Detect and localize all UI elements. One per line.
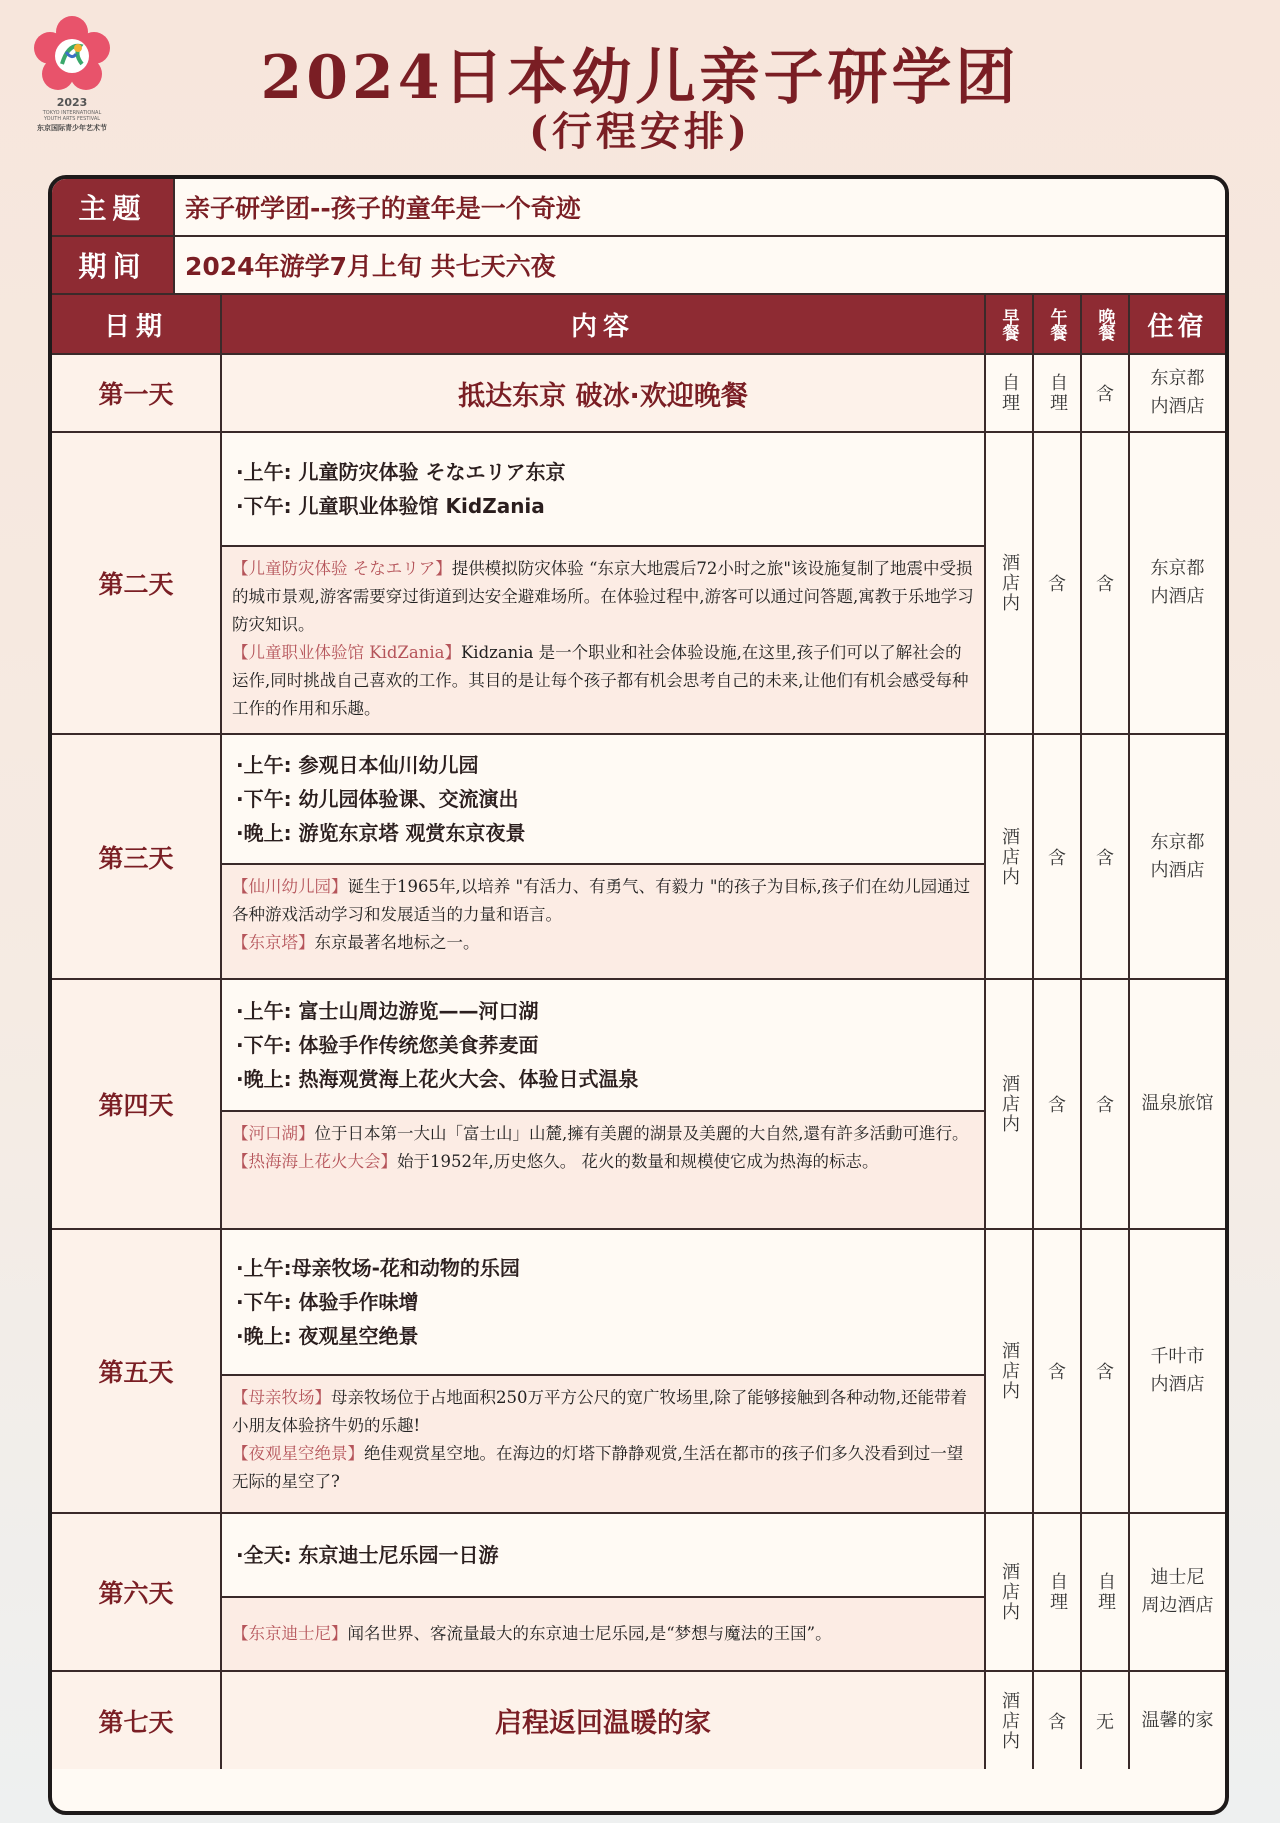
theme-label: 主题 [52, 179, 175, 235]
breakfast-cell: 酒店内 [986, 980, 1034, 1228]
breakfast-cell: 酒店内 [986, 1514, 1034, 1670]
day-content [222, 735, 986, 978]
lunch-cell: 含 [1034, 433, 1082, 733]
page-subtitle: (行程安排) [529, 108, 751, 155]
desc-text: 提供模拟防灾体验 “东京大地震后72小时之旅"该设施复制了地震中受损的城市景观,游客需要穿过街道到达安全避难场所。在体验过程中,游客可以通过问答题,寓教于乐地学习防灾知识。 [232, 559, 974, 634]
col-date: 日期 [52, 295, 222, 353]
day-content [222, 1230, 986, 1512]
day-name: 第一天 [52, 355, 222, 431]
itinerary-table [48, 175, 1229, 1815]
day-name: 第五天 [52, 1230, 222, 1512]
stay-cell: 迪士尼 周边酒店 [1130, 1514, 1225, 1670]
col-lunch: 午餐 [1034, 295, 1082, 353]
day-summary: 抵达东京 破冰·欢迎晚餐 [222, 355, 986, 431]
desc-text: 位于日本第一大山「富士山」山麓,擁有美麗的湖景及美麗的大自然,還有許多活動可進行。 [314, 1124, 969, 1143]
desc-text: 母亲牧场位于占地面积250万平方公尺的宽广牧场里,除了能够接触到各种动物,还能带着小朋友体验挤牛奶的乐趣! [232, 1388, 967, 1435]
dinner-cell: 含 [1082, 1230, 1130, 1512]
dinner-cell: 含 [1082, 433, 1130, 733]
day-row-1 [52, 355, 1225, 433]
day-name: 第六天 [52, 1514, 222, 1670]
day-row-4 [52, 980, 1225, 1230]
logo-year: 2023 [56, 96, 88, 109]
schedule-item: ·下午: 体验手作味增 [236, 1290, 419, 1314]
col-breakfast: 早餐 [986, 295, 1034, 353]
day-row-5 [52, 1230, 1225, 1514]
period-row [52, 237, 1225, 295]
day-content [222, 1514, 986, 1670]
dinner-cell: 自理 [1082, 1514, 1130, 1670]
desc-text: 绝佳观赏星空地。在海边的灯塔下静静观赏,生活在都市的孩子们多久没看到过一望无际的星空了? [232, 1444, 964, 1491]
breakfast-cell: 酒店内 [986, 1672, 1034, 1769]
desc-text: 东京最著名地标之一。 [314, 933, 480, 952]
col-stay: 住宿 [1147, 311, 1208, 342]
day-name: 第二天 [52, 433, 222, 733]
day-description [222, 1376, 984, 1512]
col-dinner: 晚餐 [1082, 295, 1130, 353]
schedule-items [222, 735, 984, 865]
logo-line-1: TOKYO INTERNATIONAL YOUTH ARTS FESTIVAL [42, 110, 102, 122]
lunch-cell: 自理 [1034, 355, 1082, 431]
schedule-item: ·全天: 东京迪士尼乐园一日游 [236, 1543, 499, 1567]
schedule-items [222, 980, 984, 1112]
breakfast-cell: 自理 [986, 355, 1034, 431]
lunch-cell: 含 [1034, 980, 1082, 1228]
schedule-items [222, 1230, 984, 1376]
lunch-cell: 含 [1034, 1672, 1082, 1769]
schedule-item: ·上午: 儿童防灾体验 そなエリア东京 [236, 460, 566, 484]
dinner-cell: 含 [1082, 355, 1130, 431]
day-content [222, 980, 986, 1228]
desc-tag: 【河口湖】 [232, 1124, 315, 1143]
col-content: 内容 [222, 295, 986, 353]
desc-tag: 【仙川幼儿园】 [232, 877, 348, 896]
day-row-2 [52, 433, 1225, 735]
day-name: 第四天 [52, 980, 222, 1228]
dinner-cell: 含 [1082, 735, 1130, 978]
day-description [222, 547, 984, 733]
stay-cell: 东京都 内酒店 [1130, 735, 1225, 978]
schedule-item: ·上午:母亲牧场-花和动物的乐园 [236, 1256, 520, 1280]
column-header [52, 295, 1225, 355]
schedule-item: ·下午: 体验手作传统您美食荞麦面 [236, 1033, 539, 1057]
day-name: 第七天 [52, 1672, 222, 1769]
schedule-item: ·上午: 参观日本仙川幼儿园 [236, 753, 479, 777]
day-description [222, 865, 984, 978]
stay-cell: 东京都 内酒店 [1130, 433, 1225, 733]
stay-cell: 千叶市 内酒店 [1130, 1230, 1225, 1512]
desc-text: 始于1952年,历史悠久。 花火的数量和规模使它成为热海的标志。 [397, 1152, 879, 1171]
desc-text: 诞生于1965年,以培养 "有活力、有勇气、有毅力 "的孩子为目标,孩子们在幼儿园通过各种游戏活动学习和发展适当的力量和语言。 [232, 877, 971, 924]
schedule-items [222, 1514, 984, 1598]
period-value: 2024年游学7月上旬 共七天六夜 [175, 237, 1225, 293]
day-row-3 [52, 735, 1225, 980]
day-name: 第三天 [52, 735, 222, 978]
lunch-cell: 自理 [1034, 1514, 1082, 1670]
desc-tag: 【儿童职业体验馆 KidZania】 [232, 643, 461, 662]
lunch-cell: 含 [1034, 735, 1082, 978]
day-row-7 [52, 1672, 1225, 1769]
desc-tag: 【母亲牧场】 [232, 1388, 331, 1407]
stay-cell: 东京都 内酒店 [1130, 355, 1225, 431]
desc-tag: 【东京塔】 [232, 933, 315, 952]
day-content [222, 433, 986, 733]
schedule-items [222, 433, 984, 547]
lunch-cell: 含 [1034, 1230, 1082, 1512]
breakfast-cell: 酒店内 [986, 735, 1034, 978]
schedule-item: ·上午: 富士山周边游览——河口湖 [236, 999, 539, 1023]
schedule-item: ·下午: 幼儿园体验课、交流演出 [236, 787, 519, 811]
day-row-6 [52, 1514, 1225, 1672]
stay-cell: 温泉旅馆 [1130, 980, 1225, 1228]
theme-value: 亲子研学团--孩子的童年是一个奇迹 [175, 179, 1225, 235]
dinner-cell: 无 [1082, 1672, 1130, 1769]
desc-tag: 【夜观星空绝景】 [232, 1444, 364, 1463]
day-description [222, 1112, 984, 1228]
day-summary: 启程返回温暖的家 [222, 1672, 986, 1769]
page-title: 2024日本幼儿亲子研学团 [260, 43, 1020, 113]
stay-cell: 温馨的家 [1130, 1672, 1225, 1769]
period-label: 期间 [52, 237, 175, 293]
schedule-item: ·晚上: 夜观星空绝景 [236, 1324, 419, 1348]
logo-line-3: 东京国际青少年艺术节 [37, 124, 107, 132]
schedule-item: ·晚上: 游览东京塔 观赏东京夜景 [236, 821, 526, 845]
breakfast-cell: 酒店内 [986, 1230, 1034, 1512]
desc-text: Kidzania 是一个职业和社会体验设施,在这里,孩子们可以了解社会的运作,同时挑战自己喜欢的工作。其目的是让每个孩子都有机会思考自己的未来,让他们有机会感受每种工作的作用和乐趣。 [232, 643, 969, 718]
day-description [222, 1598, 984, 1670]
theme-row [52, 179, 1225, 237]
desc-tag: 【儿童防灾体验 そなエリア】 [232, 559, 452, 578]
schedule-item: ·晚上: 热海观赏海上花火大会、体验日式温泉 [236, 1067, 639, 1091]
desc-tag: 【东京迪士尼】 [232, 1624, 348, 1643]
dinner-cell: 含 [1082, 980, 1130, 1228]
schedule-item: ·下午: 儿童职业体验馆 KidZania [236, 494, 545, 518]
desc-text: 闻名世界、客流量最大的东京迪士尼乐园,是“梦想与魔法的王国”。 [347, 1624, 832, 1643]
breakfast-cell: 酒店内 [986, 433, 1034, 733]
desc-tag: 【热海海上花火大会】 [232, 1152, 397, 1171]
